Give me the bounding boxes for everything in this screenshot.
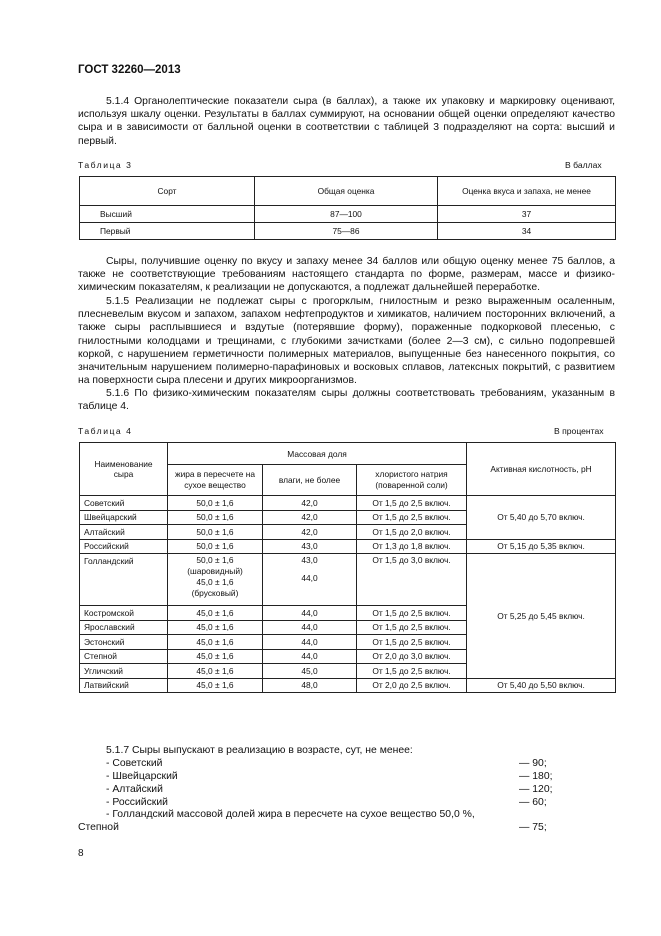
t3-cell: 87—100 — [255, 206, 438, 223]
t4-name: Советский — [80, 496, 168, 511]
t4-salt: От 1,5 до 2,5 включ. — [357, 620, 467, 635]
t4-fat: 45,0 ± 1,6 — [168, 635, 263, 650]
table-row — [80, 206, 616, 223]
t4-ph: От 5,40 до 5,70 включ. — [467, 496, 616, 540]
t4-salt: От 2,0 до 2,5 включ. — [357, 678, 467, 693]
t4-salt: От 1,5 до 2,5 включ. — [357, 635, 467, 650]
list-item — [78, 771, 558, 784]
t4-fat-note: (брусковый) — [191, 588, 239, 598]
t4-moisture-group — [263, 554, 357, 606]
list-item-value: — 180; — [519, 770, 553, 782]
t4-moisture: 45,0 — [263, 664, 357, 679]
t3-header-total: Общая оценка — [255, 177, 438, 206]
t3-cell: Первый — [80, 223, 255, 240]
t4-fat: 45,0 ± 1,6 — [168, 678, 263, 693]
list-item — [78, 784, 558, 797]
t3-cell: 75—86 — [255, 223, 438, 240]
list-item-value: — 75; — [519, 822, 547, 834]
t4-fat-group — [168, 554, 263, 606]
t4-name: Швейцарский — [80, 510, 168, 525]
t4-moisture: 42,0 — [263, 525, 357, 540]
t4-fat: 50,0 ± 1,6 — [168, 525, 263, 540]
table-row — [80, 496, 616, 511]
t3-header-taste: Оценка вкуса и запаха, не менее — [438, 177, 616, 206]
paragraph-5-1-5: 5.1.5 Реализации не подлежат сыры с прогорклым, гнилостным и резко выраженным осаленным, плесневелым вкусом и запахом, запахом нефтепродуктов и химикатов, наличием посторонних включений, а также сыры расплывшиеся и вздутые (потерявшие форму), пораженные подкорковой плесенью, с гнилостными колодцами и трещинами, с глубокими зачистками (более 2—3 см), с сильно подопревшей коркой, с нарушением герметичности полимерных материалов, выпущенные без нанесенного покрытия, со значительным нарушением полимерно-парафиновых и восковых сплавов, латексных покрытий, с развитием на поверхности сыра плесени и других микроорганизмов. — [78, 296, 615, 387]
t4-name: Костромской — [80, 606, 168, 621]
t4-moisture: 44,0 — [263, 635, 357, 650]
t4-moisture: 43,0 — [263, 539, 357, 554]
t4-name: Российский — [80, 539, 168, 554]
list-item — [78, 797, 558, 810]
t3-cell: 34 — [438, 223, 616, 240]
t4-fat: 45,0 ± 1,6 — [168, 620, 263, 635]
t4-name: Степной — [80, 649, 168, 664]
t4-header-ph: Активная кислотность, pH — [467, 443, 616, 496]
list-item-label: - Алтайский — [106, 783, 163, 795]
list-item — [78, 758, 558, 771]
t4-ph: От 5,25 до 5,45 включ. — [467, 554, 616, 679]
t4-name: Голландский — [80, 554, 168, 606]
t4-moisture: 48,0 — [263, 678, 357, 693]
t4-name: Эстонский — [80, 635, 168, 650]
list-item — [78, 822, 558, 835]
t4-moisture: 44,0 — [263, 649, 357, 664]
t4-name: Ярославский — [80, 620, 168, 635]
t4-salt: От 2,0 до 3,0 включ. — [357, 649, 467, 664]
t4-moisture: 42,0 — [263, 510, 357, 525]
table-row — [80, 539, 616, 554]
t4-moisture: 42,0 — [263, 496, 357, 511]
t4-fat: 50,0 ± 1,6 — [196, 555, 234, 565]
table4-units: В процентах — [554, 426, 604, 436]
t4-fat: 50,0 ± 1,6 — [168, 539, 263, 554]
t4-header-salt: хлористого натрия (поваренной соли) — [357, 465, 467, 496]
t3-header-sort: Сорт — [80, 177, 255, 206]
table-4 — [79, 442, 616, 693]
page-number: 8 — [78, 848, 84, 859]
list-item-value: — 120; — [519, 783, 553, 795]
t4-header-moisture: влаги, не более — [263, 465, 357, 496]
list-intro: 5.1.7 Сыры выпускают в реализацию в возрасте, сут, не менее: — [106, 745, 413, 756]
list-item-label: - Советский — [106, 757, 163, 769]
table3-units: В баллах — [565, 160, 602, 170]
list-item-value: — 90; — [519, 757, 547, 769]
t4-header-fat: жира в пересчете на сухое вещество — [168, 465, 263, 496]
t4-salt: От 1,5 до 2,0 включ. — [357, 525, 467, 540]
t3-cell: 37 — [438, 206, 616, 223]
t4-moisture: 44,0 — [301, 573, 318, 583]
t4-fat: 45,0 ± 1,6 — [168, 606, 263, 621]
table-row — [80, 554, 616, 606]
t4-moisture: 44,0 — [263, 606, 357, 621]
t4-salt: От 1,5 до 2,5 включ. — [357, 510, 467, 525]
paragraph-5-1-7 — [78, 745, 558, 835]
t4-fat: 50,0 ± 1,6 — [168, 510, 263, 525]
t4-salt: От 1,5 до 3,0 включ. — [357, 554, 467, 606]
paragraph-after-table3: Сыры, получившие оценку по вкусу и запаху менее 34 баллов или общую оценку менее 75 баллов, а также не соответствующие требованиям настоящего стандарта по форме, размерам, массе и физико-химическим показателям, к реализации не допускаются, а подлежат дальнейшей переработке. — [78, 256, 615, 294]
list-item — [78, 809, 558, 822]
document-header: ГОСТ 32260—2013 — [78, 64, 181, 76]
t4-ph: От 5,15 до 5,35 включ. — [467, 539, 616, 554]
t3-cell: Высший — [80, 206, 255, 223]
t4-fat-note: (шаровидный) — [187, 566, 243, 576]
t4-fat: 45,0 ± 1,6 — [196, 577, 234, 587]
t4-name: Алтайский — [80, 525, 168, 540]
t4-salt: От 1,3 до 1,8 включ. — [357, 539, 467, 554]
t4-salt: От 1,5 до 2,5 включ. — [357, 664, 467, 679]
t4-header-mass: Массовая доля — [168, 443, 467, 465]
t4-salt: От 1,5 до 2,5 включ. — [357, 496, 467, 511]
t4-ph: От 5,40 до 5,50 включ. — [467, 678, 616, 693]
list-item-label: - Голландский массовой долей жира в пересчете на сухое вещество 50,0 %, — [106, 809, 475, 821]
table-row — [80, 223, 616, 240]
t4-fat: 45,0 ± 1,6 — [168, 649, 263, 664]
table-3 — [79, 176, 616, 240]
table3-caption: Таблица 3 — [78, 160, 133, 170]
t4-fat: 50,0 ± 1,6 — [168, 496, 263, 511]
t4-header-name: Наименование сыра — [80, 443, 168, 496]
list-item-value: — 60; — [519, 796, 547, 808]
t4-name: Угличский — [80, 664, 168, 679]
list-item-label: Степной — [78, 822, 119, 834]
list-item-label: - Швейцарский — [106, 770, 178, 782]
paragraph-5-1-4: 5.1.4 Органолептические показатели сыра (в баллах), а также их упаковку и маркировку оценивают, используя шкалу оценки. Результаты в баллах суммируют, на основании общей оценки определяют качество сыра и в зависимости от балльной оценки в соответствии с таблицей 3 подразделяют на сорта: высший и первый. — [78, 96, 615, 147]
list-item-label: - Российский — [106, 796, 168, 808]
table-row — [80, 678, 616, 693]
table4-caption: Таблица 4 — [78, 426, 133, 436]
paragraph-5-1-6: 5.1.6 По физико-химическим показателям сыры должны соответствовать требованиям, указанным в таблице 4. — [78, 388, 615, 413]
t4-salt: От 1,5 до 2,5 включ. — [357, 606, 467, 621]
t4-name: Латвийский — [80, 678, 168, 693]
t4-moisture: 44,0 — [263, 620, 357, 635]
t4-moisture: 43,0 — [301, 555, 318, 565]
t4-fat: 45,0 ± 1,6 — [168, 664, 263, 679]
